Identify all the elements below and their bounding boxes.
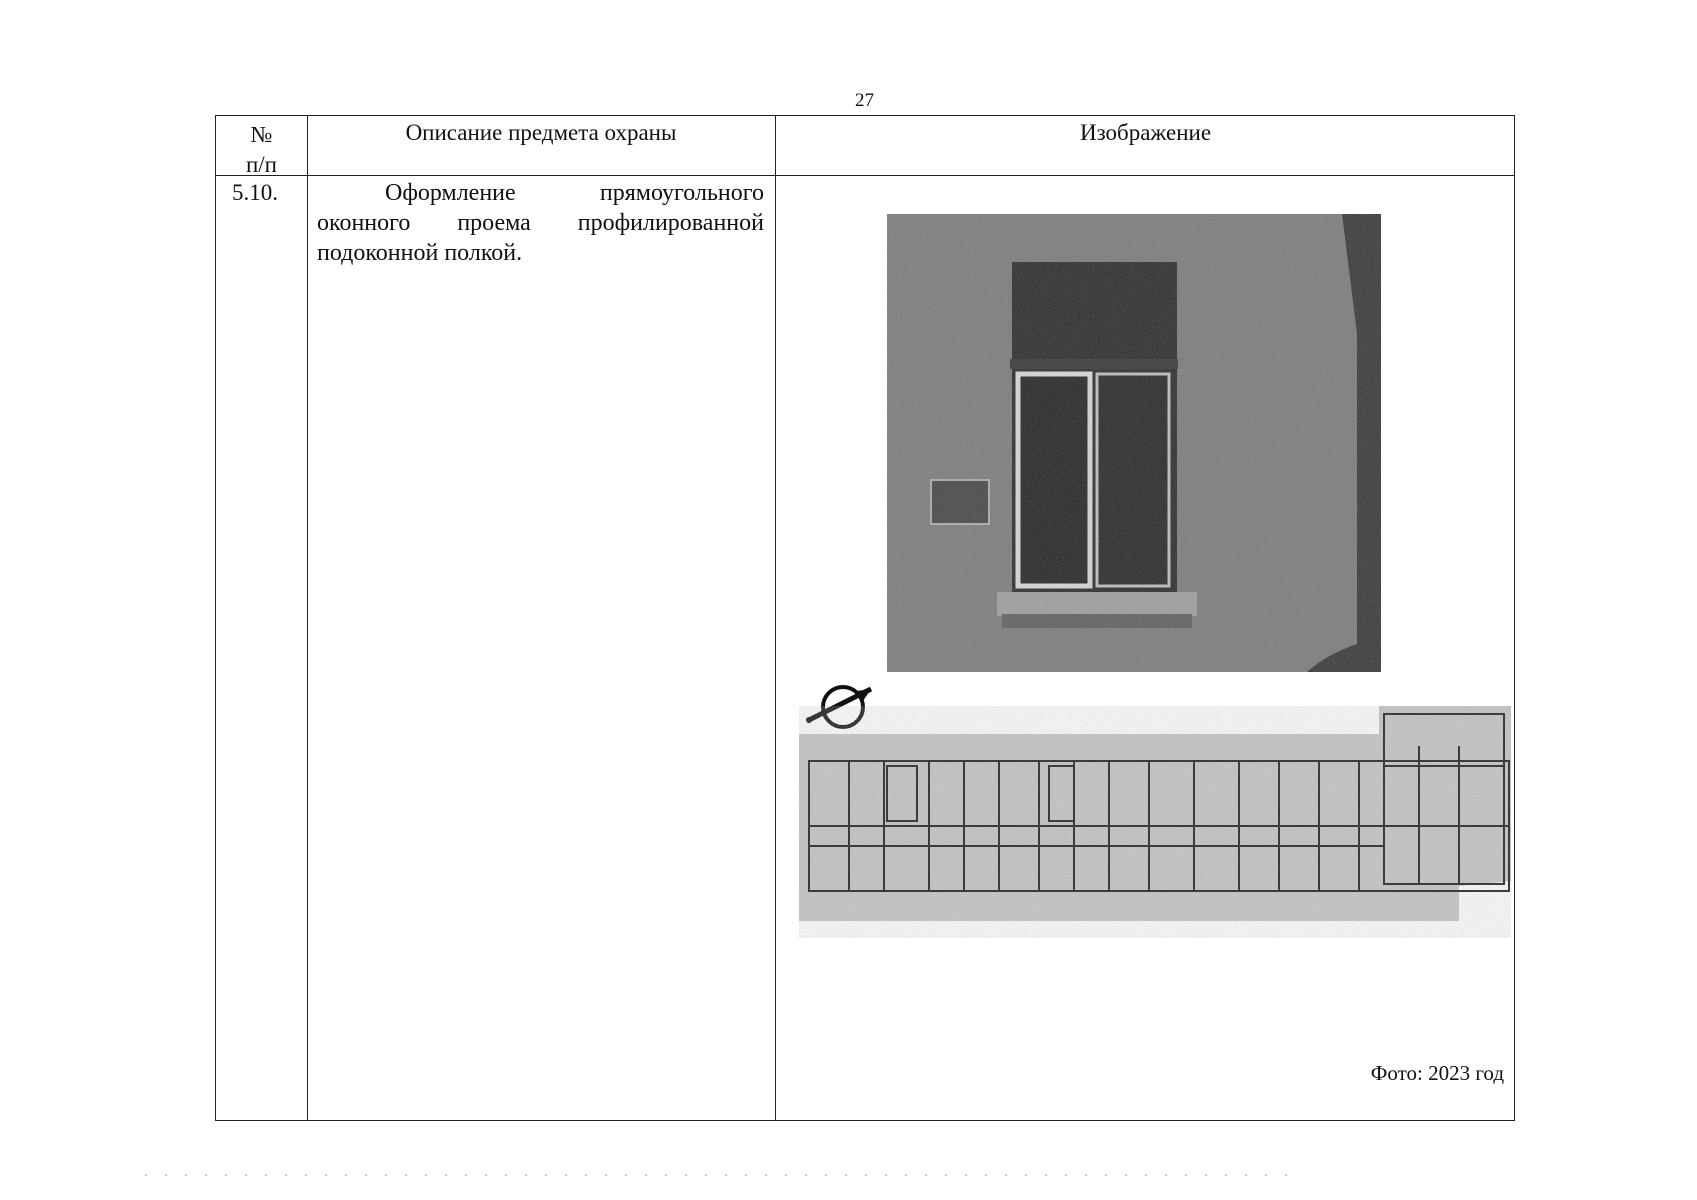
floor-plan-image [799, 706, 1511, 938]
column-divider [775, 116, 776, 1120]
header-divider [216, 175, 1514, 176]
column-divider [307, 116, 308, 1120]
scan-artifact-line [145, 1172, 1295, 1178]
page-number: 27 [855, 90, 874, 111]
header-number-abbr: п/п [245, 152, 277, 177]
row-number: 5.10. [232, 180, 278, 205]
header-image: Изображение [1079, 120, 1212, 145]
header-number-symbol: № [250, 122, 273, 147]
header-number [216, 120, 307, 180]
window-photo [887, 214, 1381, 672]
protection-subject-table [215, 115, 1515, 1121]
header-description: Описание предмета охраны [405, 120, 677, 145]
row-description: Оформление прямоугольного оконного проема профилированной подоконной полкой. [317, 180, 764, 266]
photo-caption: Фото: 2023 год [1370, 1061, 1504, 1085]
